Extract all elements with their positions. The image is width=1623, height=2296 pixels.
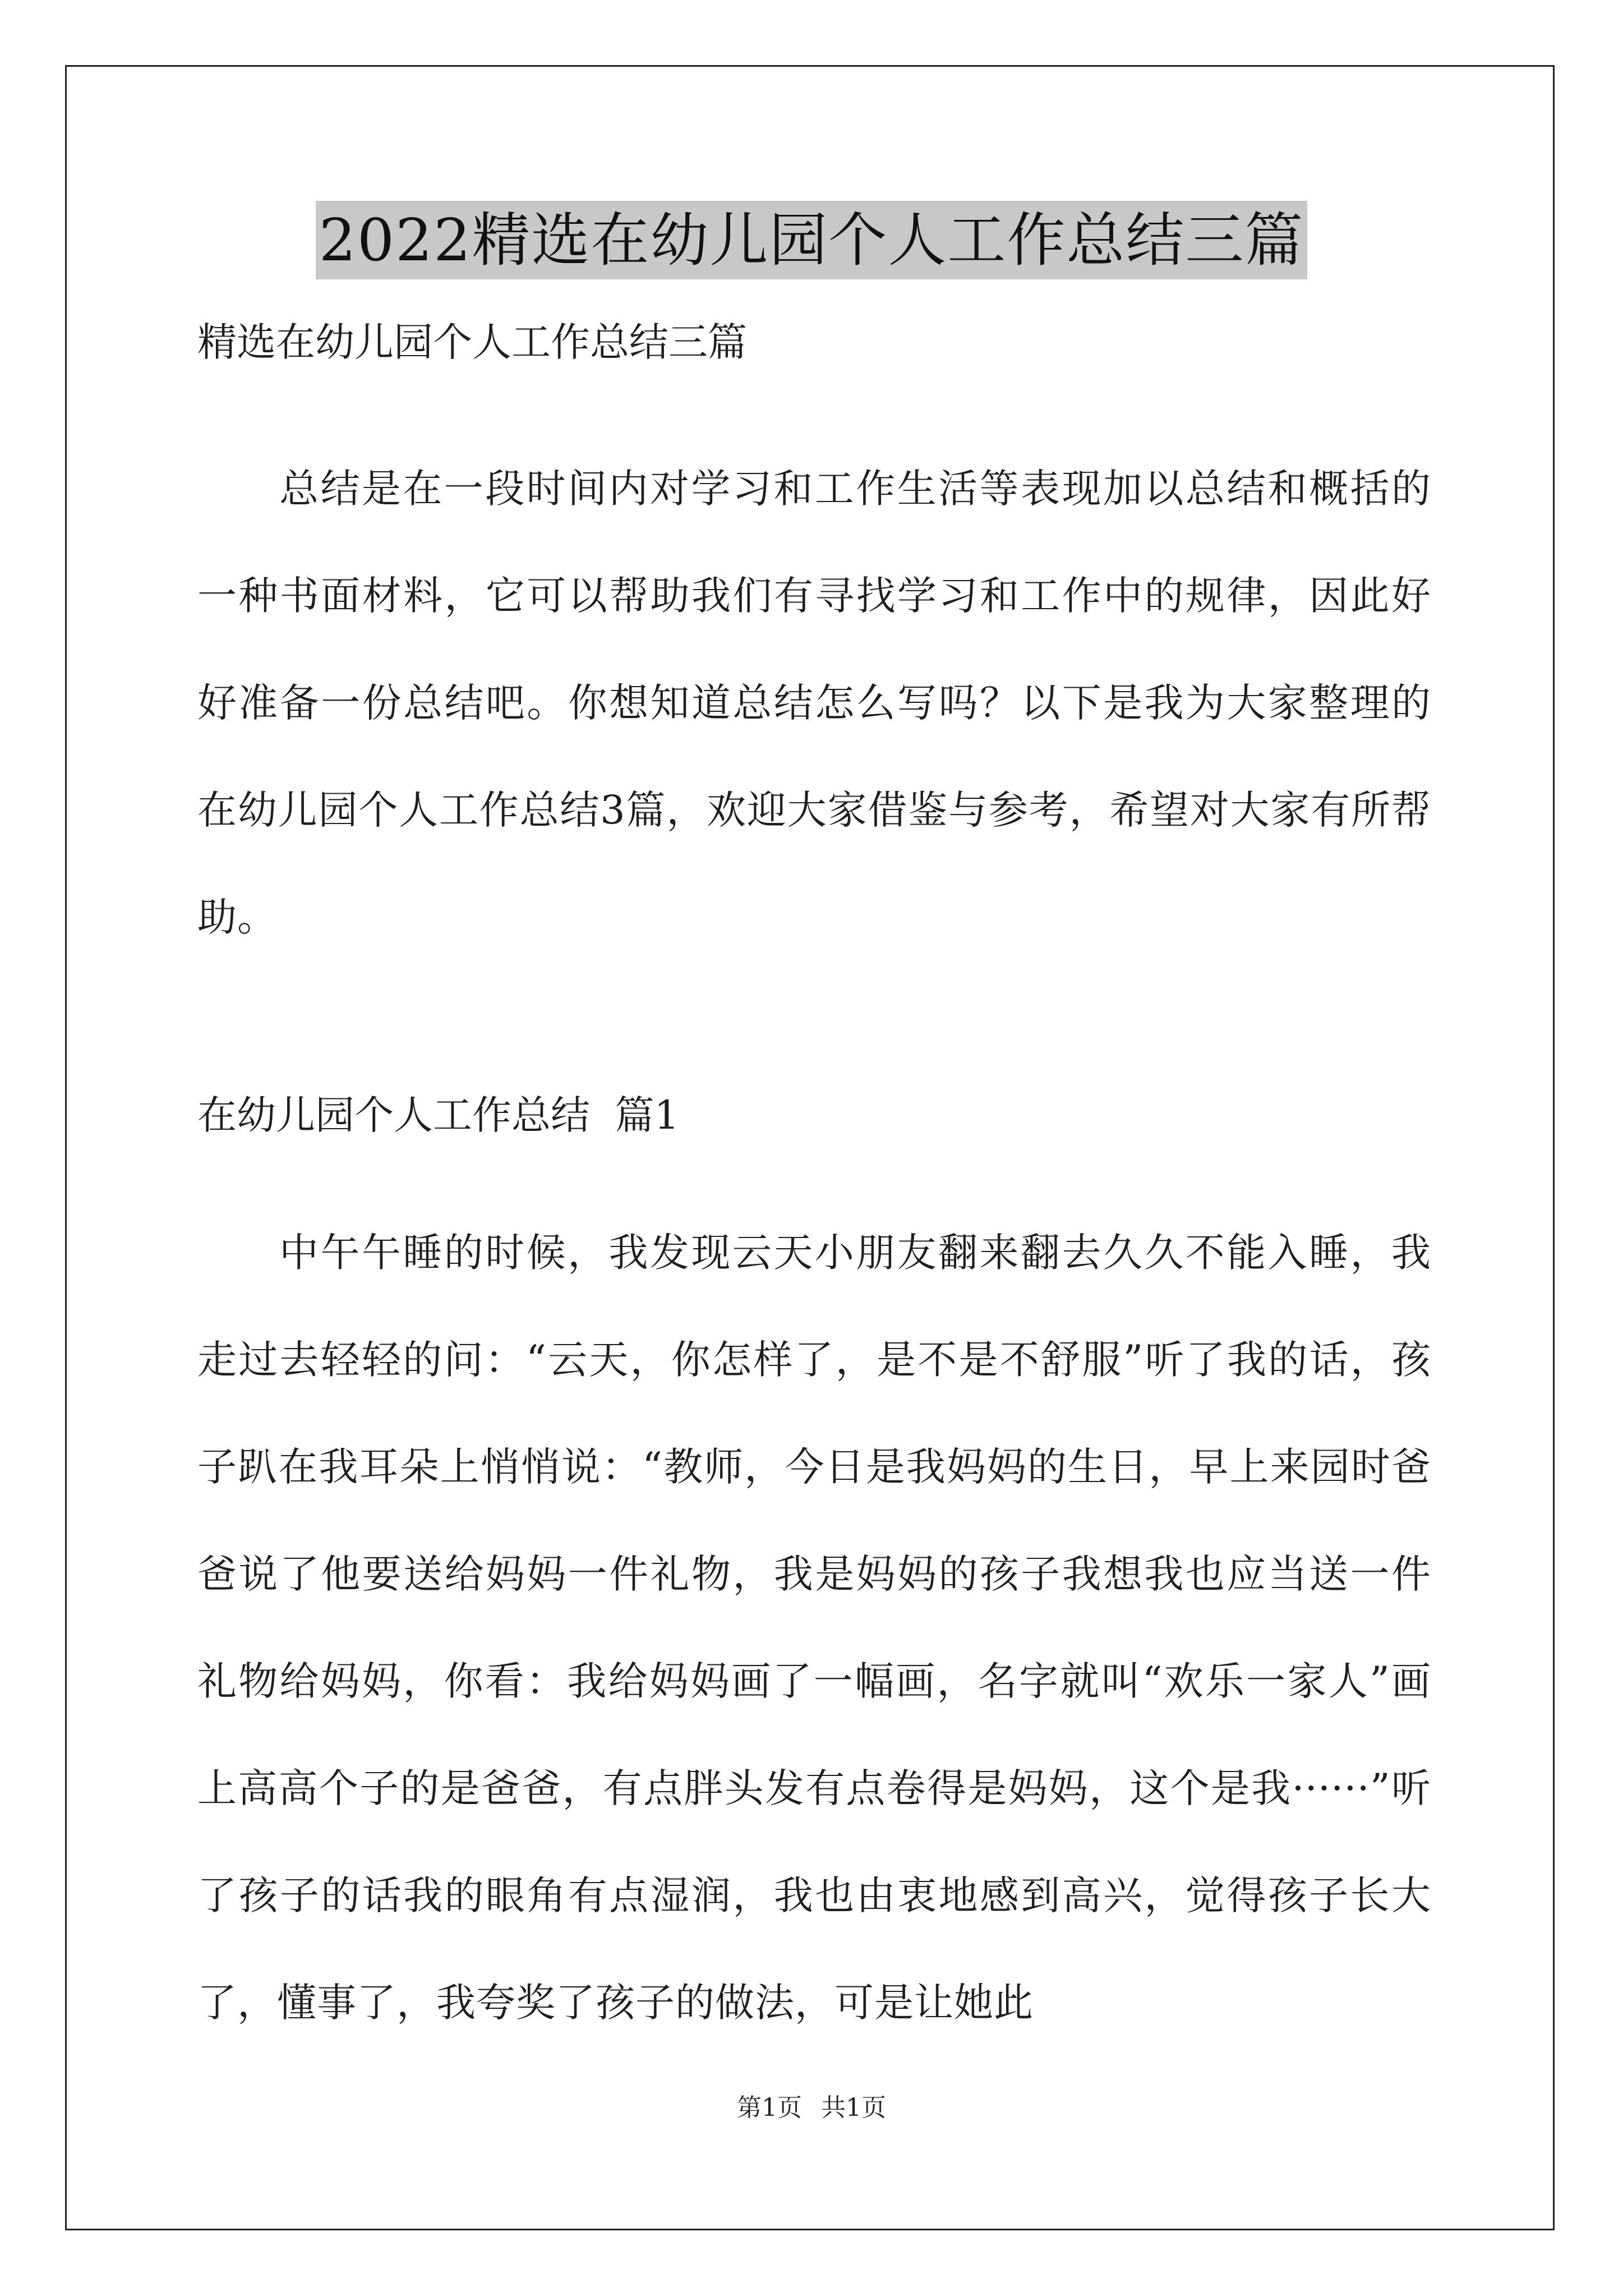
page-footer [0,2091,1623,2125]
section-paragraph: 中午午睡的时候，我发现云天小朋友翻来翻去久久不能入睡，我走过去轻轻的问：“云天，你怎样了，是不是不舒服”听了我的话，孩子趴在我耳朵上悄悄说：“教师，今日是我妈妈的生日，早上来园时爸爸说了他要送给妈妈一件礼物，我是妈妈的孩子我想我也应当送一件礼物给妈妈，你看：我给妈妈画了一幅画，名字就叫“欢乐一家人”画上高高个子的是爸爸，有点胖头发有点卷得是妈妈，这个是我······”听了孩子的话我的眼角有点湿润，我也由衷地感到高兴，觉得孩子长大了，懂事了，我夸奖了孩子的做法，可是让她此 [197,1230,1431,2026]
title-container [0,201,1623,279]
page-number-total: 共1页 [821,2093,886,2122]
section-heading: 在幼儿园个人工作总结 篇1 [197,1092,680,1138]
document-title: 2022精选在幼儿园个人工作总结三篇 [316,201,1308,279]
intro-paragraph: 总结是在一段时间内对学习和工作生活等表现加以总结和概括的一种书面材料，它可以帮助我们有寻找学习和工作中的规律，因此好好准备一份总结吧。你想知道总结怎么写吗？以下是我为大家整理的在幼儿园个人工作总结3篇，欢迎大家借鉴与参考，希望对大家有所帮助。 [197,466,1431,940]
document-subtitle: 精选在幼儿园个人工作总结三篇 [197,319,747,365]
page-number-current: 第1页 [737,2093,802,2122]
